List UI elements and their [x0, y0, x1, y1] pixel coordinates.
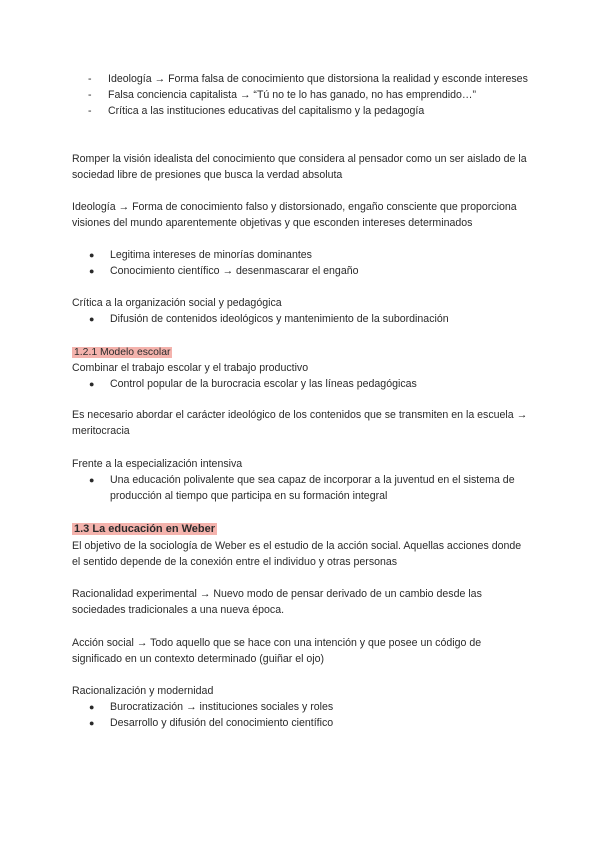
paragraph-critica: Crítica a la organización social y pedagógica	[72, 297, 282, 309]
list-item: ● Desarrollo y difusión del conocimiento científico	[89, 717, 334, 729]
dash-marker: -	[88, 89, 92, 101]
list-item: ● Una educación polivalente que sea capaz de incorporar a la juventud en el sistema de producción al tiempo que participa en su formación integral	[89, 474, 515, 502]
section-heading-weber	[72, 521, 530, 537]
paragraph-racionalidad: Racionalidad experimental → Nuevo modo de pensar derivado de un cambio desde las sociedades tradicionales a una nueva época.	[72, 588, 482, 616]
bullet-icon: ●	[89, 314, 95, 324]
list-item: ● Legitima intereses de minorías dominantes	[89, 249, 312, 261]
list-item: - Ideología → Forma falsa de conocimiento que distorsiona la realidad y esconde intereses	[88, 73, 528, 85]
paragraph-racionalizacion: Racionalización y modernidad	[72, 685, 214, 697]
heading-highlight: 1.2.1 Modelo escolar	[74, 347, 171, 358]
frente-bullet-list	[72, 472, 530, 504]
ideologia-bullet-list	[72, 247, 530, 279]
section-heading-modelo-escolar	[72, 344, 530, 361]
list-item: ● Conocimiento científico → desenmascarar el engaño	[89, 265, 359, 277]
paragraph-combinar: Combinar el trabajo escolar y el trabajo productivo	[72, 362, 309, 374]
bullet-icon: ●	[89, 475, 95, 485]
paragraph-necesario: Es necesario abordar el carácter ideológico de los contenidos que se transmiten en la escuela → meritocracia	[72, 409, 528, 437]
bullet-icon: ●	[89, 718, 95, 728]
list-item: ● Difusión de contenidos ideológicos y mantenimiento de la subordinación	[89, 313, 449, 325]
racionalizacion-bullet-list	[72, 699, 530, 731]
dash-marker: -	[88, 105, 92, 117]
combinar-bullet-list	[72, 376, 530, 392]
list-item: ● Control popular de la burocracia escolar y las líneas pedagógicas	[89, 378, 417, 390]
list-item: - Falsa conciencia capitalista → “Tú no te lo has ganado, no has emprendido…”	[88, 89, 477, 101]
paragraph-ideologia: Ideología → Forma de conocimiento falso y distorsionado, engaño consciente que proporciona visiones del mundo aparentemente objetivas y que esconden intereses determinados	[72, 201, 517, 229]
intro-dash-list	[72, 71, 530, 119]
bullet-icon: ●	[89, 250, 95, 260]
list-item: ● Burocratización → instituciones sociales y roles	[89, 701, 334, 713]
paragraph-frente: Frente a la especialización intensiva	[72, 458, 243, 470]
paragraph-objetivo: El objetivo de la sociología de Weber es el estudio de la acción social. Aquellas acciones donde el sentido depende de la conexión entre el individuo y otras personas	[72, 540, 522, 568]
heading-highlight: 1.3 La educación en Weber	[74, 523, 216, 535]
paragraph-romper: Romper la visión idealista del conocimiento que considera al pensador como un ser aislado de la sociedad libre de presiones que busca la verdad absoluta	[72, 153, 527, 181]
bullet-icon: ●	[89, 379, 95, 389]
critica-bullet-list	[72, 311, 530, 327]
list-item: - Crítica a las instituciones educativas del capitalismo y la pedagogía	[88, 105, 425, 117]
paragraph-accion-social: Acción social → Todo aquello que se hace con una intención y que posee un código de significado en un contexto determinado (guiñar el ojo)	[72, 637, 482, 665]
bullet-icon: ●	[89, 266, 95, 276]
bullet-icon: ●	[89, 702, 95, 712]
dash-marker: -	[88, 73, 92, 85]
